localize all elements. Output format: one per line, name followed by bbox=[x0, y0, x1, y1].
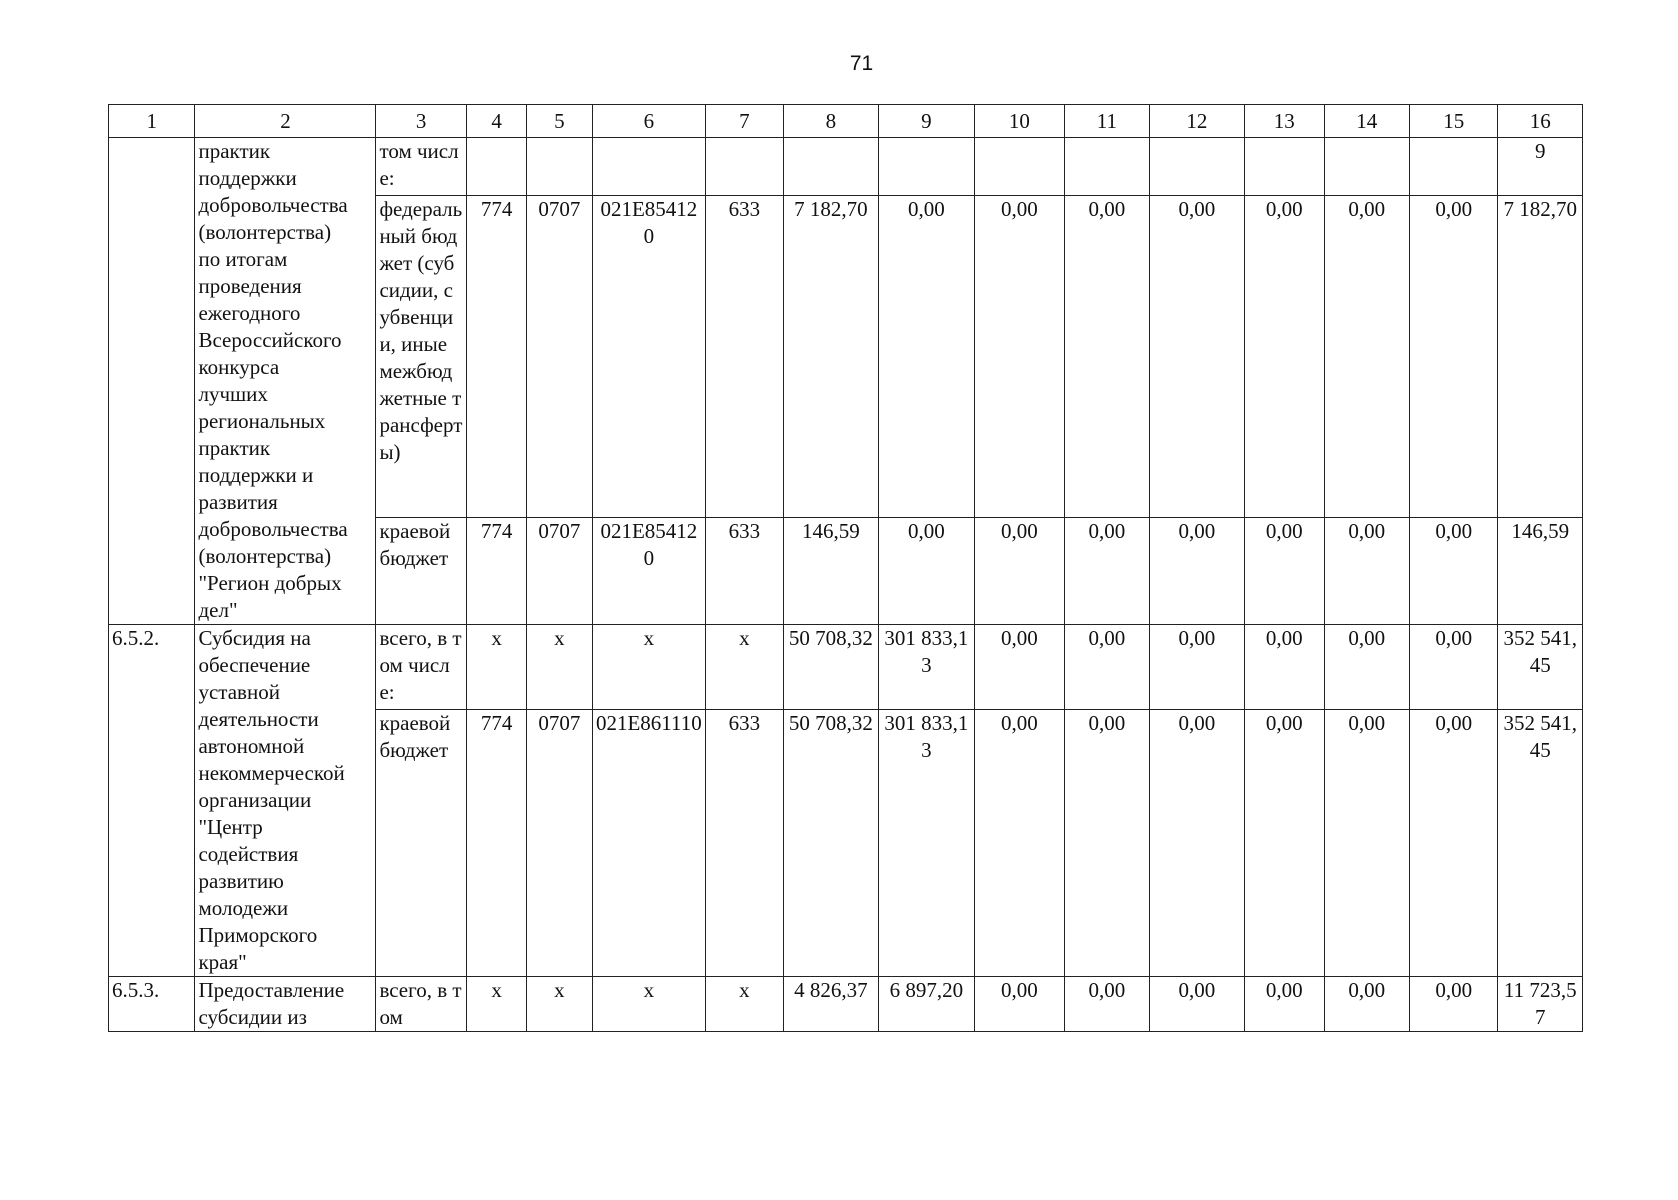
value-cell-c16: 352 541,45 bbox=[1498, 625, 1583, 710]
value-cell-c13: 0,00 bbox=[1245, 195, 1324, 518]
value-cell-c9: 301 833,13 bbox=[879, 625, 975, 710]
value-cell-c16: 11 723,57 bbox=[1498, 977, 1583, 1032]
value-cell-c9: 0,00 bbox=[879, 518, 975, 625]
table-row bbox=[109, 138, 1583, 196]
funding-source-cell: федеральный бюджет (субсидии, субвенции, иные межбюджетные трансферты) bbox=[376, 195, 466, 518]
value-cell-c12: 0,00 bbox=[1149, 977, 1245, 1032]
value-cell-c14 bbox=[1324, 138, 1409, 196]
measure-name-cell: Субсидия на обеспечение уставной деятельности автономной некоммерческой организации "Центр содействия развитию молодежи Приморского края" bbox=[195, 625, 376, 977]
value-cell-c14: 0,00 bbox=[1324, 518, 1409, 625]
value-cell-c10: 0,00 bbox=[974, 195, 1064, 518]
header-cell: 12 bbox=[1149, 105, 1245, 138]
header-cell: 4 bbox=[466, 105, 526, 138]
value-cell-c4: 774 bbox=[466, 518, 526, 625]
value-cell-c11 bbox=[1065, 138, 1149, 196]
value-cell-c4: 774 bbox=[466, 710, 526, 977]
value-cell-c16: 7 182,70 bbox=[1498, 195, 1583, 518]
value-cell-c9: 0,00 bbox=[879, 195, 975, 518]
value-cell-c9: 301 833,13 bbox=[879, 710, 975, 977]
header-cell: 8 bbox=[783, 105, 879, 138]
value-cell-c12: 0,00 bbox=[1149, 710, 1245, 977]
value-cell-c4 bbox=[466, 138, 526, 196]
value-cell-c5: 0707 bbox=[527, 518, 592, 625]
value-cell-c16: 352 541,45 bbox=[1498, 710, 1583, 977]
value-cell-c6: x bbox=[592, 977, 706, 1032]
value-cell-c15: 0,00 bbox=[1409, 518, 1497, 625]
funding-source-cell: краевой бюджет bbox=[376, 710, 466, 977]
value-cell-c14: 0,00 bbox=[1324, 195, 1409, 518]
value-cell-c4: 774 bbox=[466, 195, 526, 518]
row-number-cell: 6.5.3. bbox=[109, 977, 195, 1032]
funding-source-cell: всего, в том bbox=[376, 977, 466, 1032]
value-cell-c8: 7 182,70 bbox=[783, 195, 879, 518]
header-cell: 11 bbox=[1065, 105, 1149, 138]
value-cell-c7: 633 bbox=[706, 518, 783, 625]
header-cell: 7 bbox=[706, 105, 783, 138]
value-cell-c13: 0,00 bbox=[1245, 518, 1324, 625]
value-cell-c16: 146,59 bbox=[1498, 518, 1583, 625]
value-cell-c7: x bbox=[706, 625, 783, 710]
value-cell-c11: 0,00 bbox=[1065, 195, 1149, 518]
value-cell-c6 bbox=[592, 138, 706, 196]
value-cell-c10: 0,00 bbox=[974, 710, 1064, 977]
value-cell-c6: 021E854120 bbox=[592, 195, 706, 518]
header-cell: 9 bbox=[879, 105, 975, 138]
value-cell-c13: 0,00 bbox=[1245, 625, 1324, 710]
header-cell: 13 bbox=[1245, 105, 1324, 138]
header-row bbox=[109, 105, 1583, 138]
header-cell: 16 bbox=[1498, 105, 1583, 138]
value-cell-c5: 0707 bbox=[527, 710, 592, 977]
value-cell-c9 bbox=[879, 138, 975, 196]
row-number-cell bbox=[109, 138, 195, 625]
header-cell: 14 bbox=[1324, 105, 1409, 138]
value-cell-c10: 0,00 bbox=[974, 625, 1064, 710]
value-cell-c15: 0,00 bbox=[1409, 977, 1497, 1032]
header-cell: 15 bbox=[1409, 105, 1497, 138]
value-cell-c14: 0,00 bbox=[1324, 710, 1409, 977]
value-cell-c5: x bbox=[527, 977, 592, 1032]
header-cell: 5 bbox=[527, 105, 592, 138]
header-cell: 1 bbox=[109, 105, 195, 138]
value-cell-c11: 0,00 bbox=[1065, 625, 1149, 710]
funding-source-cell: том числе: bbox=[376, 138, 466, 196]
value-cell-c14: 0,00 bbox=[1324, 625, 1409, 710]
measure-name-cell: практик поддержки добровольчества (волонтерства) по итогам проведения ежегодного Всероссийского конкурса лучших региональных практик поддержки и развития добровольчества (волонтерства) "Регион добрых дел" bbox=[195, 138, 376, 625]
value-cell-c13: 0,00 bbox=[1245, 710, 1324, 977]
value-cell-c11: 0,00 bbox=[1065, 518, 1149, 625]
value-cell-c7: 633 bbox=[706, 710, 783, 977]
value-cell-c11: 0,00 bbox=[1065, 710, 1149, 977]
value-cell-c8: 50 708,32 bbox=[783, 625, 879, 710]
value-cell-c15: 0,00 bbox=[1409, 710, 1497, 977]
row-number-cell: 6.5.2. bbox=[109, 625, 195, 977]
header-cell: 2 bbox=[195, 105, 376, 138]
measure-name-cell: Предоставление субсидии из bbox=[195, 977, 376, 1032]
value-cell-c8: 4 826,37 bbox=[783, 977, 879, 1032]
budget-table bbox=[108, 104, 1583, 1032]
value-cell-c13: 0,00 bbox=[1245, 977, 1324, 1032]
value-cell-c4: x bbox=[466, 625, 526, 710]
header-cell: 10 bbox=[974, 105, 1064, 138]
value-cell-c10: 0,00 bbox=[974, 518, 1064, 625]
value-cell-c5 bbox=[527, 138, 592, 196]
value-cell-c4: x bbox=[466, 977, 526, 1032]
value-cell-c7: x bbox=[706, 977, 783, 1032]
funding-source-cell: всего, в том числе: bbox=[376, 625, 466, 710]
value-cell-c8 bbox=[783, 138, 879, 196]
value-cell-c15: 0,00 bbox=[1409, 195, 1497, 518]
value-cell-c8: 50 708,32 bbox=[783, 710, 879, 977]
value-cell-c9: 6 897,20 bbox=[879, 977, 975, 1032]
value-cell-c10 bbox=[974, 138, 1064, 196]
value-cell-c12: 0,00 bbox=[1149, 625, 1245, 710]
table-row bbox=[109, 625, 1583, 710]
table-row bbox=[109, 977, 1583, 1032]
value-cell-c6: 021E854120 bbox=[592, 518, 706, 625]
value-cell-c12 bbox=[1149, 138, 1245, 196]
value-cell-c6: x bbox=[592, 625, 706, 710]
value-cell-c11: 0,00 bbox=[1065, 977, 1149, 1032]
value-cell-c15 bbox=[1409, 138, 1497, 196]
value-cell-c5: 0707 bbox=[527, 195, 592, 518]
value-cell-c7 bbox=[706, 138, 783, 196]
value-cell-c10: 0,00 bbox=[974, 977, 1064, 1032]
value-cell-c12: 0,00 bbox=[1149, 195, 1245, 518]
value-cell-c15: 0,00 bbox=[1409, 625, 1497, 710]
page-number: 71 bbox=[849, 52, 874, 75]
value-cell-c5: x bbox=[527, 625, 592, 710]
value-cell-c12: 0,00 bbox=[1149, 518, 1245, 625]
value-cell-c14: 0,00 bbox=[1324, 977, 1409, 1032]
header-cell: 6 bbox=[592, 105, 706, 138]
value-cell-c8: 146,59 bbox=[783, 518, 879, 625]
value-cell-c7: 633 bbox=[706, 195, 783, 518]
value-cell-c6: 021E861110 bbox=[592, 710, 706, 977]
value-cell-c16: 9 bbox=[1498, 138, 1583, 196]
value-cell-c13 bbox=[1245, 138, 1324, 196]
funding-source-cell: краевой бюджет bbox=[376, 518, 466, 625]
header-cell: 3 bbox=[376, 105, 466, 138]
